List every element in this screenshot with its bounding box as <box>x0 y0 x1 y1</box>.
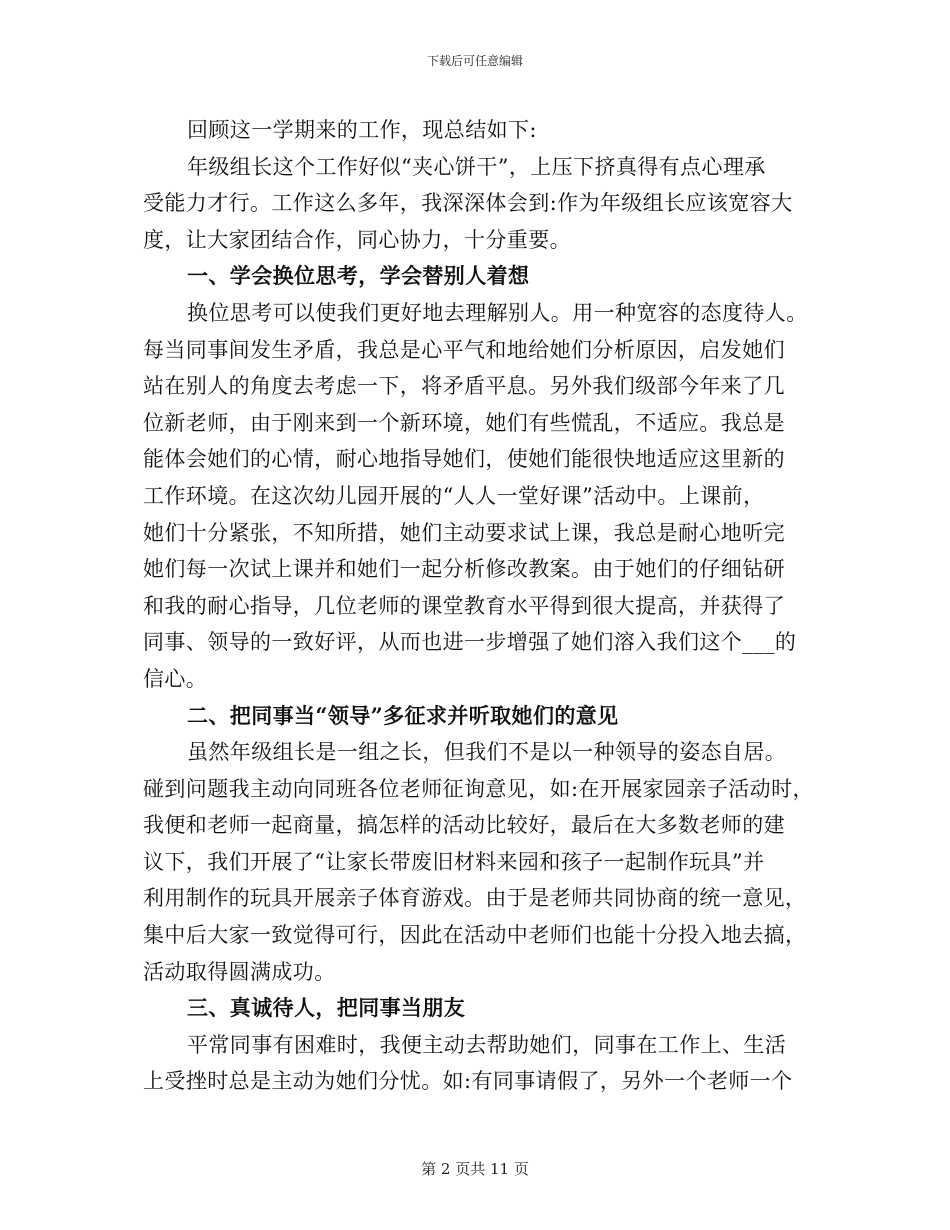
text-line: 碰到问题我主动向同班各位老师征询意见，如:在开展家园亲子活动时， <box>143 776 814 801</box>
text-line: 她们十分紧张，不知所措，她们主动要求试上课，我总是耐心地听完 <box>143 520 785 545</box>
text-line: 平常同事有困难时，我便主动去帮助她们，同事在工作上、生活 <box>187 1032 787 1057</box>
text-line: 信心。 <box>143 666 208 691</box>
text-line: 位新老师，由于刚来到一个新环境，她们有些慌乱，不适应。我总是 <box>143 410 785 435</box>
text-line: 和我的耐心指导，几位老师的课堂教育水平得到很大提高，并获得了 <box>143 593 785 618</box>
text-line: 年级组长这个工作好似“夹心饼干”，上压下挤真得有点心理承 <box>187 154 766 179</box>
text-line: 每当同事间发生矛盾，我总是心平气和地给她们分析原因，启发她们 <box>143 337 785 362</box>
section-heading: 一、学会换位思考，学会替别人着想 <box>187 263 530 289</box>
text-line: 站在别人的角度去考虑一下，将矛盾平息。另外我们级部今年来了几 <box>143 374 785 399</box>
text-line: 议下，我们开展了“让家长带废旧材料来园和孩子一起制作玩具”并 <box>143 849 765 874</box>
header-note: 下载后可任意编辑 <box>426 54 523 68</box>
body-text <box>143 112 813 1100</box>
page-number: 第 2 页共 11 页 <box>421 1160 529 1178</box>
text-line: 活动取得圆满成功。 <box>143 959 336 984</box>
text-line: 换位思考可以使我们更好地去理解别人。用一种宽容的态度待人。 <box>187 300 808 325</box>
text-line: 受能力才行。工作这么多年，我深深体会到:作为年级组长应该宽容大 <box>143 191 793 216</box>
text-line: 利用制作的玩具开展亲子体育游戏。由于是老师共同协商的统一意见， <box>143 886 807 911</box>
text-line: 她们每一次试上课并和她们一起分析修改教案。由于她们的仔细钻研 <box>143 557 785 582</box>
section-heading: 二、把同事当“领导”多征求并听取她们的意见 <box>187 702 619 728</box>
text-line: 能体会她们的心情，耐心地指导她们，使她们能很快地适应这里新的 <box>143 447 785 472</box>
text-line: 回顾这一学期来的工作，现总结如下: <box>187 118 537 142</box>
text-line: 我便和老师一起商量，搞怎样的活动比较好，最后在大多数老师的建 <box>143 813 785 838</box>
text-line: 上受挫时总是主动为她们分忧。如:有同事请假了，另外一个老师一个 <box>143 1069 793 1094</box>
text-line: 度，让大家团结合作，同心协力，十分重要。 <box>143 227 571 252</box>
text-line: 工作环境。在这次幼儿园开展的“人人一堂好课”活动中。上课前， <box>143 483 765 508</box>
text-line: 同事、领导的一致好评，从而也进一步增强了她们溶入我们这个___的 <box>143 630 797 655</box>
text-line: 集中后大家一致觉得可行，因此在活动中老师们也能十分投入地去搞， <box>143 923 807 948</box>
text-line: 虽然年级组长是一组之长，但我们不是以一种领导的姿态自居。 <box>187 740 787 765</box>
section-heading: 三、真诚待人，把同事当朋友 <box>187 995 466 1021</box>
